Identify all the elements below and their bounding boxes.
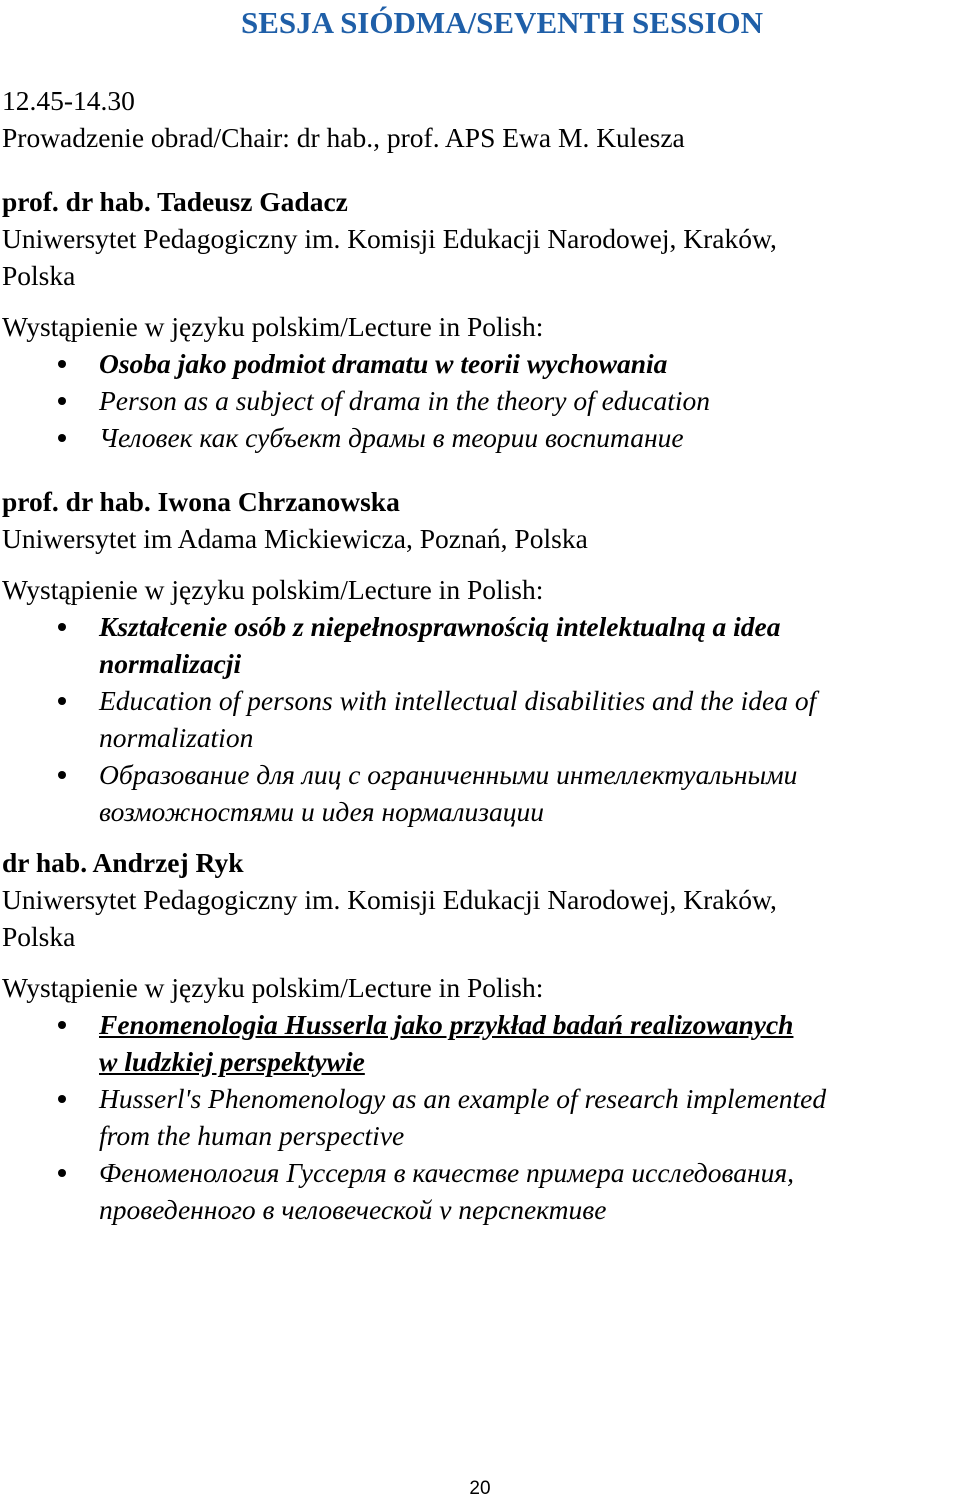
- lecture-title-polish: Osoba jako podmiot dramatu w teorii wychowania: [2, 345, 952, 382]
- speaker-affiliation-country: Polska: [2, 260, 76, 291]
- lecture-title-english: Education of persons with intellectual disabilities and the idea of normalization: [2, 682, 952, 756]
- bullet-icon: [58, 697, 66, 705]
- speaker-name: dr hab. Andrzej Ryk: [2, 847, 244, 878]
- bullet-icon: [58, 1169, 66, 1177]
- lecture-title-russian: Человек как субъект драмы в теории воспитание: [2, 419, 952, 456]
- bullet-icon: [58, 360, 66, 368]
- speaker-affiliation: Uniwersytet Pedagogiczny im. Komisji Edukacji Narodowej, Kraków,: [2, 884, 777, 915]
- lecture-title-list: [2, 1006, 952, 1228]
- lecture-title-english: Husserl's Phenomenology as an example of research implemented from the human perspective: [2, 1080, 952, 1154]
- page-number: 20: [469, 1478, 491, 1499]
- lecture-title-english: Person as a subject of drama in the theory of education: [2, 382, 952, 419]
- lecture-title-list: [2, 608, 952, 830]
- bullet-icon: [58, 1021, 66, 1029]
- program-page: [2, 82, 952, 1228]
- bullet-icon: [58, 623, 66, 631]
- lecture-language: Wystąpienie w języku polskim/Lecture in Polish:: [2, 972, 544, 1003]
- lecture-title-polish: Kształcenie osób z niepełnosprawnością intelektualną a idea normalizacji: [2, 608, 952, 682]
- session-time: 12.45-14.30: [2, 85, 135, 116]
- speaker-affiliation: Uniwersytet im Adama Mickiewicza, Poznań, Polska: [2, 523, 588, 554]
- bullet-icon: [58, 397, 66, 405]
- lecture-title-list: [2, 345, 952, 456]
- lecture-block: [2, 483, 952, 830]
- session-chair: Prowadzenie obrad/Chair: dr hab., prof. APS Ewa M. Kulesza: [2, 122, 685, 153]
- lecture-language: Wystąpienie w języku polskim/Lecture in Polish:: [2, 311, 544, 342]
- bullet-icon: [58, 434, 66, 442]
- speaker-affiliation-country: Polska: [2, 921, 76, 952]
- bullet-icon: [58, 771, 66, 779]
- speaker-affiliation: Uniwersytet Pedagogiczny im. Komisji Edukacji Narodowej, Kraków,: [2, 223, 777, 254]
- speaker-name: prof. dr hab. Tadeusz Gadacz: [2, 186, 348, 217]
- lecture-language: Wystąpienie w języku polskim/Lecture in Polish:: [2, 574, 544, 605]
- lecture-block: [2, 183, 952, 456]
- bullet-icon: [58, 1095, 66, 1103]
- session-title: SESJA SIÓDMA/SEVENTH SESSION: [240, 5, 764, 40]
- lecture-title-polish: Fenomenologia Husserla jako przykład badań realizowanych w ludzkiej perspektywie: [2, 1006, 952, 1080]
- lecture-block: [2, 844, 952, 1228]
- speaker-name: prof. dr hab. Iwona Chrzanowska: [2, 486, 400, 517]
- lecture-title-russian: Феноменология Гуссерля в качестве примера исследования, проведенного в человеческой v перспективе: [2, 1154, 952, 1228]
- lecture-title-russian: Образование для лиц с ограниченными интеллектуальными возможностями и идея нормализации: [2, 756, 952, 830]
